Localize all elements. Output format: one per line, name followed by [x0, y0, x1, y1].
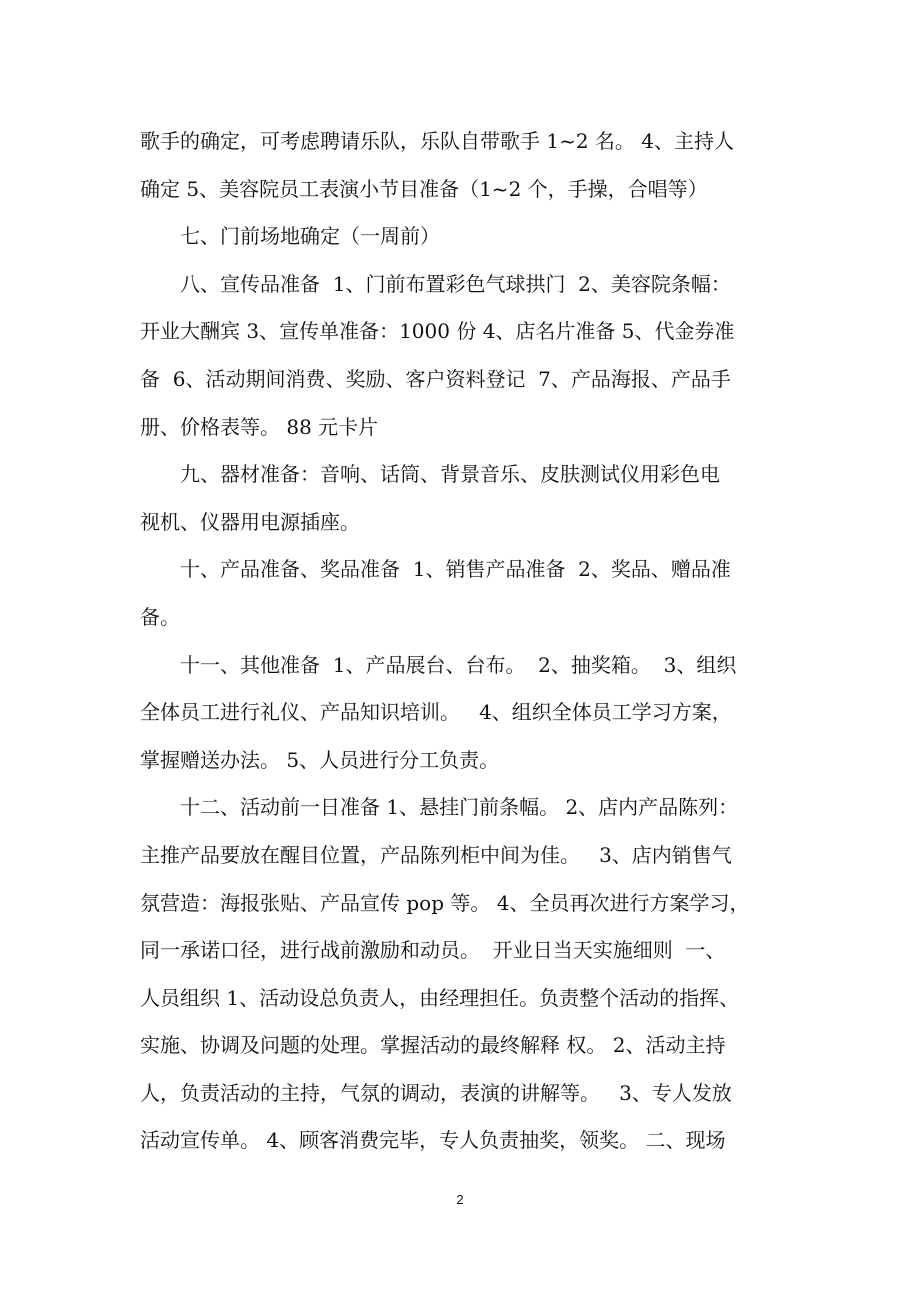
- text-line: 确定 5、美容院员工表演小节目准备（1~2 个，手操，合唱等）: [140, 176, 708, 201]
- text-line: 氛营造：海报张贴、产品宣传 pop 等。 4、全员再次进行方案学习，: [140, 890, 750, 915]
- text-line: 视机、仪器用电源插座。: [140, 509, 360, 534]
- section-heading-10: 十、产品准备、奖品准备 1、销售产品准备 2、奖品、赠品准: [180, 557, 731, 582]
- section-heading-8: 八、宣传品准备 1、门前布置彩色气球拱门 2、美容院条幅：: [180, 271, 731, 296]
- text-line: 备 6、活动期间消费、奖励、客户资料登记 7、产品海报、产品手: [140, 366, 731, 391]
- text-line: 同一承诺口径，进行战前激励和动员。 开业日当天实施细则 一、: [140, 938, 726, 963]
- text-line: 歌手的确定，可考虑聘请乐队，乐队自带歌手 1~2 名。 4、主持人: [140, 129, 735, 153]
- text-line: 活动宣传单。 4、顾客消费完毕，专人负责抽奖，领奖。 二、现场: [140, 1128, 726, 1153]
- document-body: [140, 118, 790, 1165]
- text-line: 备。: [140, 604, 180, 629]
- text-line: 实施、协调及问题的处理。掌握活动的最终解释 权。 2、活动主持: [140, 1033, 726, 1058]
- text-line: 册、价格表等。 88 元卡片: [140, 414, 379, 439]
- section-heading-7: 七、门前场地确定（一周前）: [180, 224, 440, 249]
- page-number: 2: [456, 1192, 464, 1207]
- section-heading-11: 十一、其他准备 1、产品展台、台布。 2、抽奖箱。 3、组织: [180, 652, 737, 677]
- text-line: 人员组织 1、活动设总负责人，由经理担任。负责整个活动的指挥、: [140, 985, 740, 1010]
- text-line: 主推产品要放在醒目位置，产品陈列柜中间为佳。 3、店内销售气: [140, 842, 732, 867]
- text-line: 人，负责活动的主持，气氛的调动，表演的讲解等。 3、专人发放: [140, 1080, 732, 1105]
- text-line: 掌握赠送办法。 5、人员进行分工负责。: [140, 747, 500, 772]
- section-heading-9: 九、器材准备：音响、话筒、背景音乐、皮肤测试仪用彩色电: [180, 462, 720, 487]
- text-line: 开业大酬宾 3、宣传单准备：1000 份 4、店名片准备 5、代金券准: [140, 319, 735, 344]
- section-heading-12: 十二、活动前一日准备 1、悬挂门前条幅。 2、店内产品陈列：: [180, 795, 739, 820]
- text-line: 全体员工进行礼仪、产品知识培训。 4、组织全体员工学习方案，: [140, 700, 732, 725]
